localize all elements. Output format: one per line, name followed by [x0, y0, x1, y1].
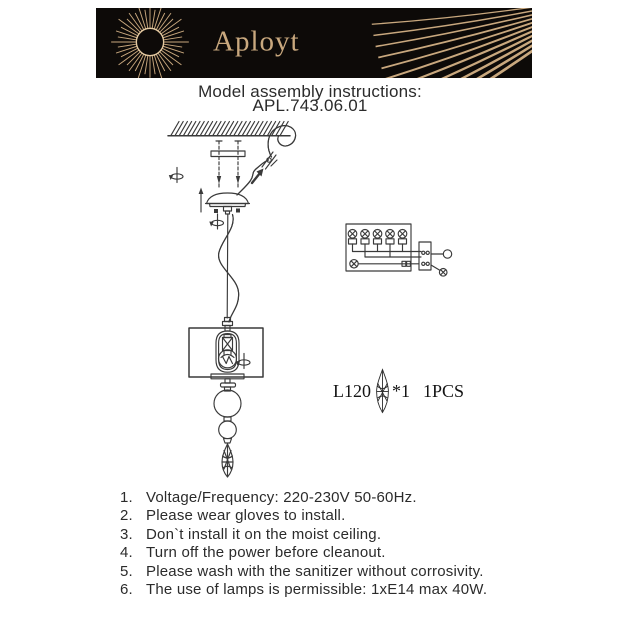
page-title: Model assembly instructions:	[198, 82, 422, 101]
item-number: 2.	[120, 507, 133, 525]
parts-caption	[333, 368, 464, 414]
instruction-item	[120, 526, 540, 544]
cord-connector	[262, 152, 277, 169]
light-bulb	[219, 350, 237, 368]
part-code: L120	[333, 380, 371, 401]
terminal-block	[419, 242, 431, 270]
mounting-screws	[216, 141, 241, 187]
pull-arrow-icon	[252, 169, 264, 184]
item-number: 1.	[120, 489, 133, 506]
shade-fitting	[223, 318, 233, 332]
lamp-symbol-bottom-left	[350, 260, 358, 268]
item-text: Turn off the power before cleanout.	[146, 544, 386, 562]
item-text: Don`t install it on the moist ceiling.	[146, 525, 382, 543]
brand-wordmark: Aployt	[213, 25, 300, 58]
crystal-drop	[222, 444, 233, 477]
item-number: 5.	[120, 562, 133, 580]
instruction-item	[120, 544, 540, 562]
marker-right	[236, 209, 240, 213]
item-text: Please wash with the sanitizer without corrosivity.	[146, 562, 484, 580]
marker-left	[214, 209, 218, 213]
ceiling-hatch	[168, 122, 290, 136]
part-quantity: *1	[392, 380, 410, 401]
instruction-item	[120, 563, 540, 581]
item-text: The use of lamps is permissible: 1xE14 max 40W.	[146, 581, 488, 599]
lamp-socket	[223, 335, 233, 351]
item-number: 6.	[120, 581, 133, 599]
instruction-item	[120, 507, 540, 525]
decor-balls	[214, 390, 241, 443]
wire-end-circle	[443, 250, 451, 258]
crystal-drop-icon	[374, 368, 391, 414]
up-arrow-icon	[199, 188, 204, 213]
lamp-symbol-bottom-right	[439, 269, 447, 277]
instruction-item	[120, 489, 540, 507]
wiring-diagram	[346, 224, 452, 276]
item-number: 3.	[120, 525, 133, 543]
instructions-list	[120, 489, 540, 599]
item-text: Please wear gloves to install.	[146, 507, 346, 525]
model-number: APL.743.06.01	[252, 96, 368, 115]
instruction-item	[120, 581, 540, 599]
part-pieces: 1PCS	[423, 380, 465, 401]
canopy	[206, 193, 250, 214]
item-number: 4.	[120, 544, 133, 562]
lamp-symbols	[348, 230, 407, 258]
suspension-cable	[219, 215, 239, 323]
mounting-strap	[211, 151, 245, 157]
item-text: Voltage/Frequency: 220-230V 50-60Hz.	[146, 489, 417, 506]
